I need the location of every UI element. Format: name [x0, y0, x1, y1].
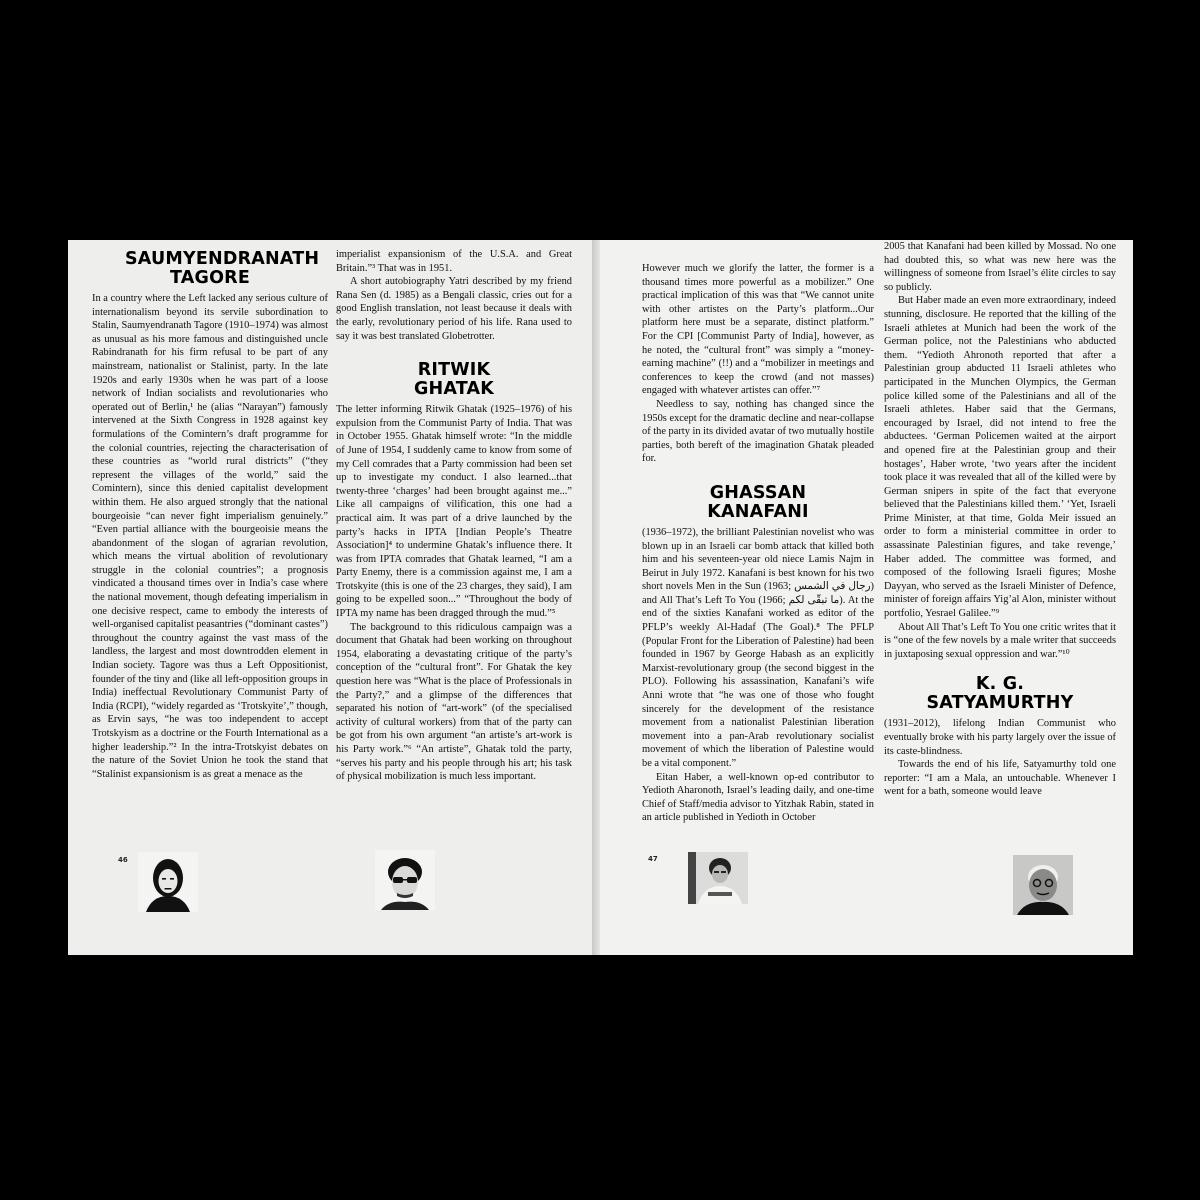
left-column-2: [336, 248, 572, 784]
left-page: [68, 240, 595, 955]
portrait-image: [1013, 855, 1073, 915]
paragraph: (1931–2012), lifelong Indian Communist who eventually broke with his party largely over the issue of its caste-blindness.: [884, 718, 1116, 757]
left-column-1: [92, 250, 328, 781]
portrait-ghatak: [375, 850, 435, 910]
paragraph: However much we glorify the latter, the former is a thousand times more powerful as a mobilizer.” One practical implication of this was that “We cannot unite with other artistes on the Party’s platform...Our platform here must be a separate, distinct platform.” For the CPI [Communist Party of India], however, as he noted, the “cultural front” was simply a “money-earning machine” (!!) and a “mobilizer in meetings and conferences to keep the crowd (and not masses) engaged with whatever artistes can offer.”⁷: [642, 263, 874, 397]
paragraph: A short autobiography Yatri described by my friend Rana Sen (d. 1985) as a Bengali classic, cries out for a good English translation, not least because it deals with the early, revolutionary period of his life. Rana used to say it was best translated Globetrotter.: [336, 276, 572, 342]
paragraph: 2005 that Kanafani had been killed by Mossad. No one had doubted this, so what was new here was the willingness of someone from Israel’s élite circles to say so publicly.: [884, 241, 1116, 293]
portrait-image: [688, 852, 748, 904]
paragraph: imperialist expansionism of the U.S.A. and Great Britain.”³ That was in 1951.: [336, 249, 572, 274]
page-number: 46: [118, 856, 128, 864]
heading-satyamurthy: K. G. SATYAMURTHY: [926, 674, 1074, 714]
paragraph: (1936–1972), the brilliant Palestinian novelist who was blown up in an Israeli car bomb attack that killed both him and his seventeen-year old niece Lamis Najm in Beirut in July 1972. Kanafani is best known for his two short novels Men in the Sun (1963; رجال في الشمس) and All That’s Left To You (1966; ما تبقّى لكم). At the end of the sixties Kanafani worked as editor of the PFLP’s weekly Al-Hadaf (The Goal).⁸ The PFLP (Popular Front for the Liberation of Palestine) had been founded in 1967 by George Habash as an explicitly Marxist-revolutionary group (the second biggest in the PLO). Following his assassination, Kanafani’s wife Anni wrote that “he was one of those who fought sincerely for the development of the resistance movement from a nationalist Palestinian liberation movement into a pan-Arab revolutionary socialist movement of which the liberation of Palestine would be a vital component.”: [642, 526, 874, 769]
heading-tagore: SAUMYENDRANATH TAGORE: [125, 249, 320, 288]
portrait-image: [375, 850, 435, 910]
right-column-2: [884, 240, 1116, 799]
paragraph: The background to this ridiculous campaign was a document that Ghatak had been working on throughout 1954, elaborating a devastating critique of the party’s conception of the “cultural front”. For Ghatak the key question here was “What is the place of Professionals in the Party?,” and a glimpse of the differences that separated his notion of “art-work” (of the specialised activity of cultural workers) from that of the party can be got from his own argument “an artiste’s art-work is his Party work.”⁶ “An artiste”, Ghatak told the party, “serves his party and his people through his art; his task of physical mobilization is much less important.: [336, 621, 572, 783]
portrait-image: [138, 852, 198, 912]
paragraph: Towards the end of his life, Satyamurthy told one reporter: “I am a Mala, an untouchable. Whenever I went for a bath, someone would leave: [884, 759, 1116, 798]
page-number: 47: [648, 855, 658, 863]
paragraph: Eitan Haber, a well-known op-ed contributor to Yedioth Aharonoth, Israel’s leading daily, and one-time Chief of Staff/media advisor to Yitzhak Rabin, stated in an article published in Yedioth in October: [642, 771, 874, 824]
heading-ghatak: RITWIK GHATAK: [413, 360, 495, 400]
paragraph: But Haber made an even more extraordinary, indeed stunning, disclosure. He reported that the killing of the Israeli athletes at Munich had been the work of the German police, not the Palestinians who abducted them. “Yedioth Ahronoth reported that after a Palestinian group abducted 11 Israeli athletes who participated in the Munchen Olympics, the German police killed some of the Palestinians and all of the Israeli athletes. Haber said that the Germans, encouraged by Israel, did not intend to free the abductees. ‘German Policemen waited at the airport and opened fire at the Palestinian group and their hostages’, Haber wrote, ‘two years after the incident took place it was revealed that all of the killed were by German snipers in spite of the fact that everyone believed that the Palestinians killed them.’ ‘Yet, Israeli Prime Minister, at that time, Golda Meir issued an order to form a ministerial committee in order to assassinate Palestinian figures, and take revenge,’ Haber added. The committee was formed, and composed of the following Israeli figures; Moshe Dayyan, who served as the Israeli Minister of Defence, minister of foreign affairs Yig’al Alon, minister without portfolio, Yesrael Galilee.”⁹: [884, 295, 1116, 620]
paragraph: About All That’s Left To You one critic writes that it is “one of the few novels by a male writer that succeeds in juxtaposing sexual oppression and war.”¹⁰: [884, 621, 1116, 660]
portrait-kanafani: [688, 852, 748, 904]
portrait-tagore: [138, 852, 198, 912]
paragraph: Needless to say, nothing has changed since the 1950s except for the dramatic decline and near-collapse of the party in its divided avatar of two mutually hostile parties, both bereft of the imagination Ghatak pleaded for.: [642, 398, 875, 465]
heading-kanafani: GHASSAN KANAFANI: [707, 482, 809, 522]
portrait-satyamurthy: [1013, 855, 1073, 915]
paragraph: The letter informing Ritwik Ghatak (1925–1976) of his expulsion from the Communist Party of India. That was in October 1955. Ghatak himself wrote: “In the middle of June of 1954, I suddenly came to know from some of my Cell comrades that a Party commission had been set up to investigate my conduct. I also learned...that twenty-three ‘charges’ had been brought against me...” Like all campaigns of vilification, this one had a practical aim. It was part of a drive launched by the party’s hacks in IPTA [Indian People’s Theatre Association]⁴ to undermine Ghatak’s influence there. It was from IPTA comrades that Ghatak learned, “I am a Party Enemy, there is a commission against me, I am a Trotskyite (this is one of the 23 charges, they said), I am going to be expelled soon...” “Throughout the body of IPTA my name has been dragged through the mud.”⁵: [336, 404, 572, 620]
paragraph: In a country where the Left lacked any serious culture of internationalism beyond its servile subordination to Stalin, Saumyendranath Tagore (1910–1974) was almost as unusual as his more famous and distinguished uncle Rabindranath for his firm refusal to be part of any mainstream, nationalist or Stalinist, party. In the late 1920s and early 1930s when he was part of a loose network of Indian socialists and revolutionaries who operated out of Berlin,¹ he (alias “Narayan”) famously intervened at the Sixth Congress in 1928 against key formulations of the Comintern’s draft programme for the colonial countries, rejecting the characterisation of these countries as “world rural districts” (“they represent the villages of the world,” said the Comintern), since this denied capitalist development within them. He also argued strongly that the national bourgeoisie “can never fight imperialism genuinely.” “Even partial alliance with the bourgeoisie means the abandonment of the slogan of agrarian revolution, which means the virtual abolition of revolutionary struggle in the colonial countries”; a prognosis vindicated a thousand times over in India’s case where the national movement, though defeating imperialism in one decisive respect, came to embody the interests of well-organised capitalist peasantries (“dominant castes”) throughout the country against the vast mass of the landless, the largest and most downtrodden element in Indian society. Tagore was thus a Left Oppositionist, founder of the tiny and (like all left-opposition groups in India) ineffectual Revolutionary Communist Party of India (RCPI), “widely regarded as ‘Trotskyite’,” though, as Ervin says, “he was too independent to accept Trotskyism as a doctrine or the Fourth International as a higher leadership.”² In the intra-Trotskyist debates on the nature of the Soviet Union he took the stand that “Stalinist expansionism is as great a menace as the: [92, 293, 328, 780]
right-column-1: [642, 262, 874, 825]
right-page: [600, 240, 1133, 955]
